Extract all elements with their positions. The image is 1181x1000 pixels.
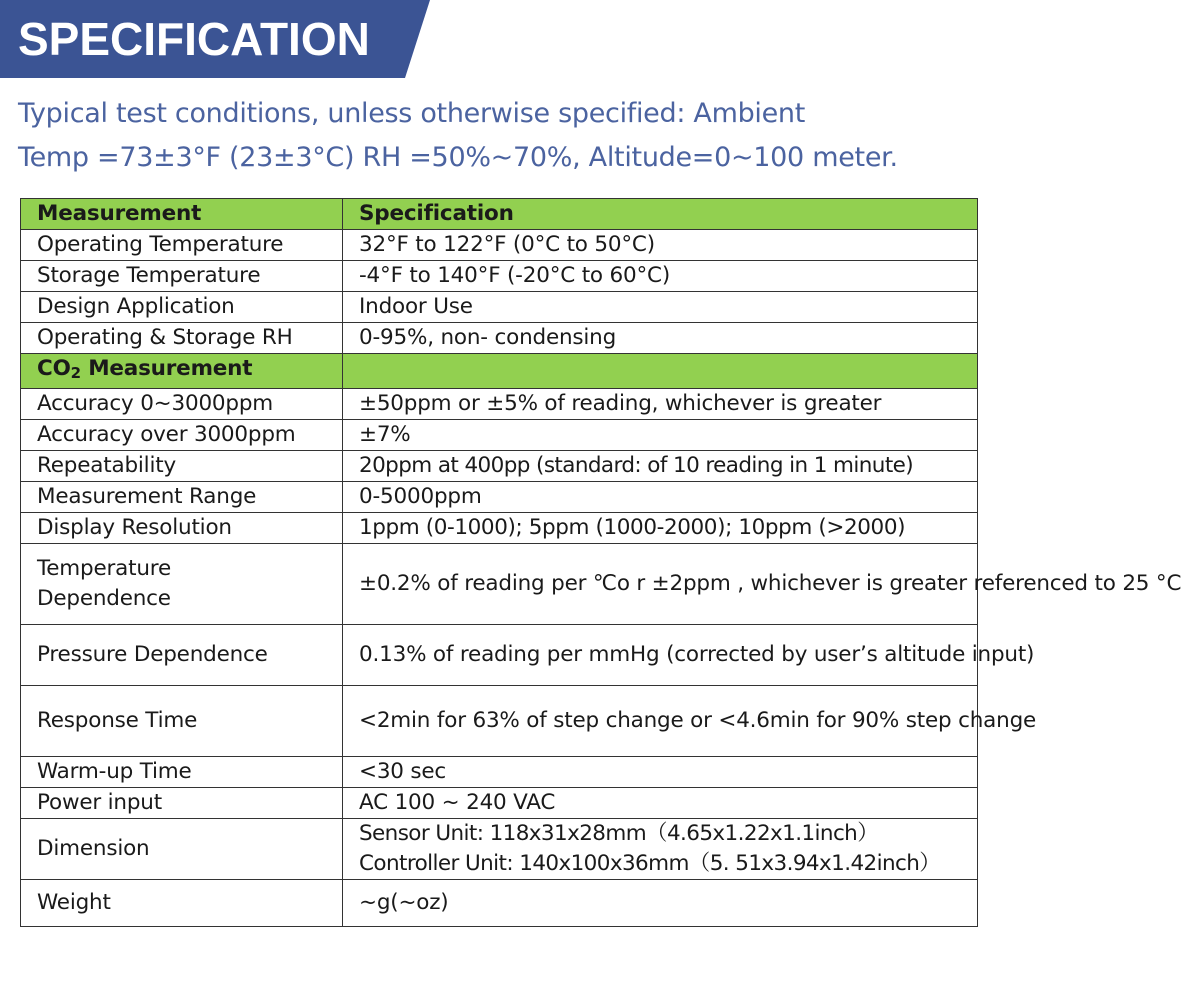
table-row <box>21 389 978 420</box>
row-label: Accuracy over 3000ppm <box>21 420 343 451</box>
row-label-temperature-dependence <box>21 544 343 625</box>
co2-section-title <box>21 354 343 389</box>
row-value: AC 100 ~ 240 VAC <box>343 788 978 819</box>
row-value: ~g(~oz) <box>343 880 978 927</box>
row-value: 32°F to 122°F (0°C to 50°C) <box>343 230 978 261</box>
row-label: Display Resolution <box>21 513 343 544</box>
table-row <box>21 261 978 292</box>
table-row <box>21 323 978 354</box>
test-conditions-line-1: Typical test conditions, unless otherwise specified: Ambient <box>18 98 806 129</box>
row-label: Response Time <box>21 686 343 757</box>
co2-subscript: 2 <box>70 364 81 382</box>
row-value: 0-5000ppm <box>343 482 978 513</box>
row-label: Measurement Range <box>21 482 343 513</box>
page-title: SPECIFICATION <box>18 13 370 65</box>
row-value: ±7% <box>343 420 978 451</box>
co2-prefix: CO <box>37 356 71 381</box>
table-row <box>21 420 978 451</box>
row-label: Operating & Storage RH <box>21 323 343 354</box>
row-value: 1ppm (0-1000); 5ppm (1000-2000); 10ppm (>2000) <box>343 513 978 544</box>
row-value-dimension <box>343 819 978 880</box>
table-row <box>21 625 978 686</box>
co2-section-header-row <box>21 354 978 389</box>
row-value: ±0.2% of reading per ℃o r ±2ppm , whichever is greater referenced to 25 °C <box>343 544 978 625</box>
table-row <box>21 819 978 880</box>
row-value: 0.13% of reading per mmHg (corrected by user’s altitude input) <box>343 625 978 686</box>
row-value: 20ppm at 400pp (standard: of 10 reading in 1 minute) <box>343 451 978 482</box>
row-value: ±50ppm or ±5% of reading, whichever is greater <box>343 389 978 420</box>
test-conditions-line-2: Temp =73±3°F (23±3°C) RH =50%~70%, Altitude=0~100 meter. <box>18 142 898 173</box>
table-row <box>21 757 978 788</box>
table-header-row <box>21 199 978 230</box>
co2-section-empty-cell <box>343 354 978 389</box>
row-label: Design Application <box>21 292 343 323</box>
header-specification: Specification <box>343 199 978 230</box>
row-label: Operating Temperature <box>21 230 343 261</box>
table-row <box>21 544 978 625</box>
table-row <box>21 686 978 757</box>
table-row <box>21 513 978 544</box>
table-row <box>21 788 978 819</box>
table-row <box>21 482 978 513</box>
dimension-controller-unit: Controller Unit: 140x100x36mm（5. 51x3.94x1.42inch） <box>359 851 941 876</box>
row-value: 0-95%, non- condensing <box>343 323 978 354</box>
row-label: Pressure Dependence <box>21 625 343 686</box>
dimension-sensor-unit: Sensor Unit: 118x31x28mm（4.65x1.22x1.1inch） <box>359 821 879 846</box>
row-label: Accuracy 0~3000ppm <box>21 389 343 420</box>
row-label: Dimension <box>21 819 343 880</box>
row-label: Power input <box>21 788 343 819</box>
table-row <box>21 292 978 323</box>
row-value: Indoor Use <box>343 292 978 323</box>
test-conditions <box>18 92 988 180</box>
table-row <box>21 230 978 261</box>
row-label: Warm-up Time <box>21 757 343 788</box>
specification-table <box>20 198 1181 927</box>
header-measurement: Measurement <box>21 199 343 230</box>
row-value: <30 sec <box>343 757 978 788</box>
table-row <box>21 451 978 482</box>
co2-suffix: Measurement <box>80 356 253 381</box>
row-label: Storage Temperature <box>21 261 343 292</box>
row-label-line: Dependence <box>37 586 171 611</box>
row-label-line: Temperature <box>37 556 171 581</box>
row-value: -4°F to 140°F (-20°C to 60°C) <box>343 261 978 292</box>
row-label: Weight <box>21 880 343 927</box>
row-value: <2min for 63% of step change or <4.6min for 90% step change <box>343 686 978 757</box>
table-row <box>21 880 978 927</box>
row-label: Repeatability <box>21 451 343 482</box>
